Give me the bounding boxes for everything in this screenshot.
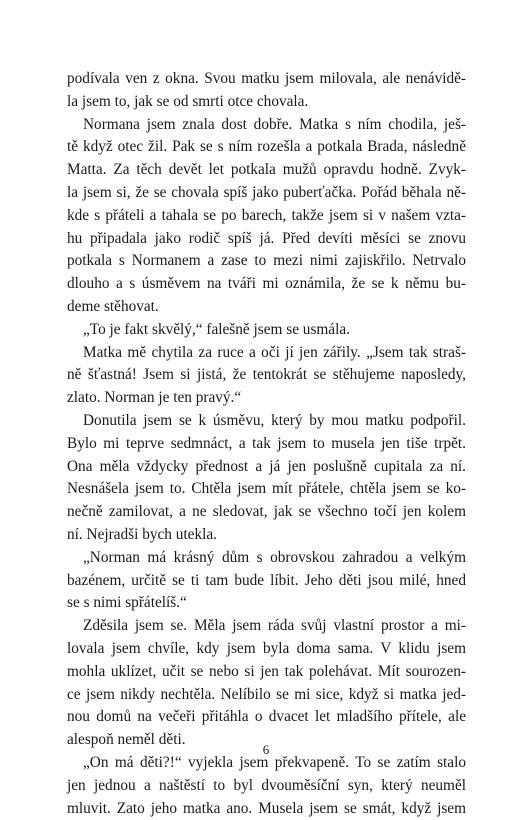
text-line: kde s přáteli a tahala se po barech, takže jsem si v našem vzta-: [67, 205, 466, 228]
text-line: mluvit. Zato jeho matka ano. Musela jsem se smát, když jsem: [67, 798, 466, 820]
text-line: „Norman má krásný dům s obrovskou zahradou a velkým: [67, 547, 466, 570]
text-line: Matka mě chytila za ruce a oči jí jen zářily. „Jsem tak straš-: [67, 342, 466, 365]
text-line: nou domů na večeři přitáhla o dvacet let mladšího přítele, ale: [67, 706, 466, 729]
text-line: deme stěhovat.: [67, 296, 466, 319]
text-line: jen jednou a naštěstí to byl dvouměsíční syn, který neuměl: [67, 775, 466, 798]
text-line: zlato. Norman je ten pravý.“: [67, 387, 466, 410]
text-line: tě když otec žil. Pak se s ním rozešla a potkala Brada, následně: [67, 136, 466, 159]
text-line: Bylo mi teprve sedmnáct, a tak jsem to musela jen tiše trpět.: [67, 433, 466, 456]
text-line: la jsem si, že se chovala spíš jako puberťačka. Pořád běhala ně-: [67, 182, 466, 205]
text-line: ně šťastná! Jsem si jistá, že tentokrát se stěhujeme naposledy,: [67, 364, 466, 387]
text-line: bazénem, určitě se ti tam bude líbit. Jeho děti jsou milé, hned: [67, 570, 466, 593]
text-line: Donutila jsem se k úsměvu, který by mou matku podpořil.: [67, 410, 466, 433]
text-line: dlouho a s úsměvem na tváři mi oznámila, že se k němu bu-: [67, 273, 466, 296]
text-line: lovala jsem chvíle, kdy jsem byla doma sama. V klidu jsem: [67, 638, 466, 661]
text-line: Matta. Za těch devět let potkala mužů opravdu hodně. Zvyk-: [67, 159, 466, 182]
text-line: potkala s Normanem a zase to mezi nimi zajiskřilo. Netrvalo: [67, 250, 466, 273]
text-line: podívala ven z okna. Svou matku jsem milovala, ale nenávidě-: [67, 68, 466, 91]
text-line: mohla uklízet, učit se nebo si jen tak polehávat. Mít sourozen-: [67, 661, 466, 684]
text-line: la jsem to, jak se od smrti otce chovala.: [67, 91, 466, 114]
text-line: Zděsila jsem se. Měla jsem ráda svůj vlastní prostor a mi-: [67, 615, 466, 638]
text-line: alespoň neměl děti.: [67, 729, 466, 752]
text-line: Nesnášela jsem to. Chtěla jsem mít přátele, chtěla jsem se ko-: [67, 478, 466, 501]
body-text: [67, 68, 466, 820]
text-line: ce jsem nikdy nechtěla. Nelíbilo se mi sice, když si matka jed-: [67, 684, 466, 707]
text-line: „On má děti?!“ vyjekla jsem překvapeně. To se zatím stalo: [67, 752, 466, 775]
text-line: hu připadala jako rodič spíš já. Před devíti měsíci se znovu: [67, 228, 466, 251]
page-number: 6: [0, 742, 532, 758]
text-line: ní. Nejradši bych utekla.: [67, 524, 466, 547]
text-line: Normana jsem znala dost dobře. Matka s ním chodila, ješ-: [67, 114, 466, 137]
text-line: Ona měla vždycky přednost a já jen poslušně cupitala za ní.: [67, 456, 466, 479]
text-line: nečně zamilovat, a ne sledovat, jak se všechno točí jen kolem: [67, 501, 466, 524]
text-line: „To je fakt skvělý,“ falešně jsem se usmála.: [67, 319, 466, 342]
text-line: se s nimi spřátelíš.“: [67, 592, 466, 615]
